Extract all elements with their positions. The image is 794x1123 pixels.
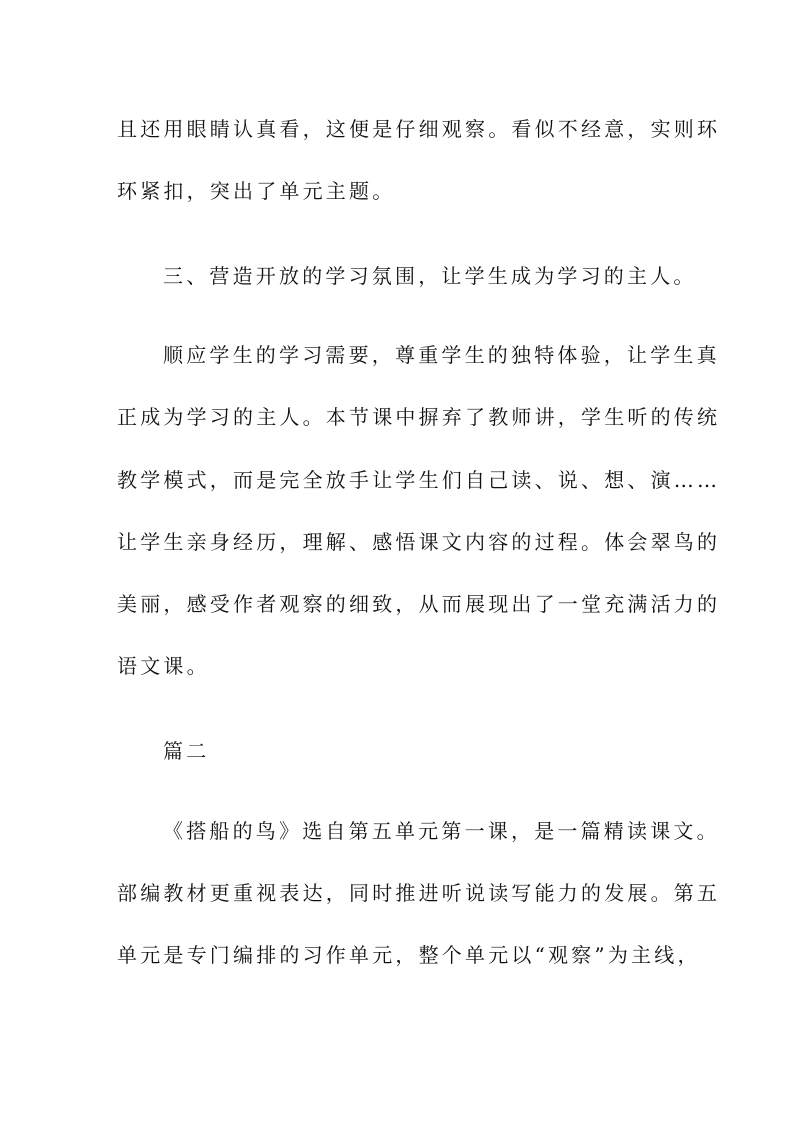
text-line-12: 部编教材更重视表达，同时推进听说读写能力的发展。第五 bbox=[117, 881, 721, 905]
text-line-7: 让学生亲身经历，理解、感悟课文内容的过程。体会翠鸟的 bbox=[117, 530, 721, 554]
text-line-5: 正成为学习的主人。本节课中摒弃了教师讲，学生听的传统 bbox=[117, 405, 721, 429]
paragraph-start-line: 顺应学生的学习需要，尊重学生的独特体验，让学生真 bbox=[163, 343, 720, 367]
text-line-9: 语文课。 bbox=[117, 654, 210, 678]
paragraph-start-line-2: 《搭船的鸟》选自第五单元第一课，是一篇精读课文。 bbox=[163, 819, 720, 843]
text-line-1: 且还用眼睛认真看，这便是仔细观察。看似不经意，实则环 bbox=[117, 117, 721, 141]
text-line-8: 美丽，感受作者观察的细致，从而展现出了一堂充满活力的 bbox=[117, 592, 721, 616]
text-line-2: 环紧扣，突出了单元主题。 bbox=[117, 179, 396, 203]
text-line-13: 单元是专门编排的习作单元，整个单元以“观察”为主线， bbox=[117, 943, 701, 967]
section-title-pian-er: 篇二 bbox=[163, 739, 210, 763]
section-heading-3: 三、营造开放的学习氛围，让学生成为学习的主人。 bbox=[163, 264, 697, 288]
text-line-6: 教学模式，而是完全放手让学生们自己读、说、想、演…… bbox=[117, 468, 721, 492]
